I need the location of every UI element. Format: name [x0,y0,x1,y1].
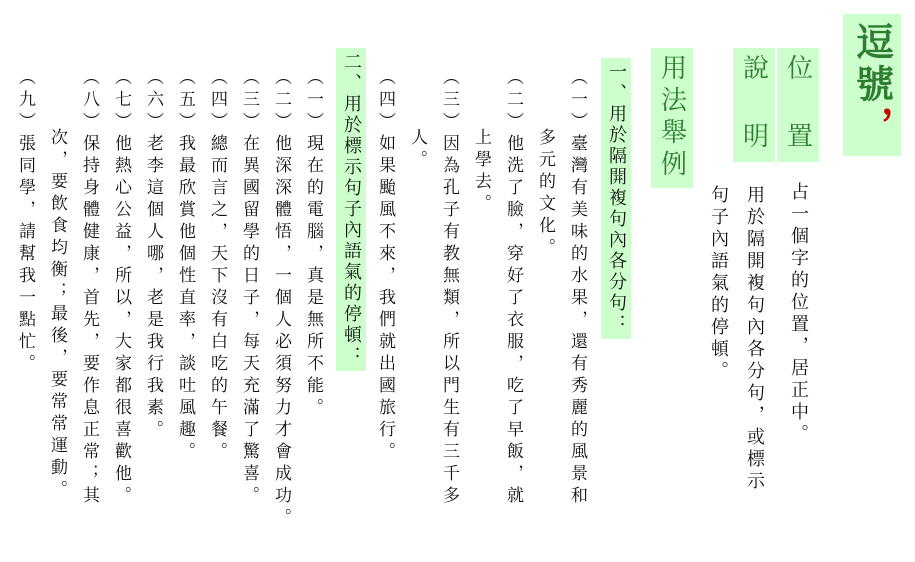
description-line-2: 句子內語氣的停頓。 [708,185,729,383]
position-text: 占一個字的位置，居正中。 [788,182,809,446]
section1-heading [601,58,631,339]
section2-item4: （四）總而言之，天下沒有白吃的午餐。 [207,68,227,464]
page-title [843,14,901,156]
section1-item2-line2: 上學去。 [471,128,491,216]
examples-header [651,48,693,188]
section2-item6: （六）老李這個人哪，老是我行我素。 [143,68,163,442]
examples-header-label: 用法舉例 [656,54,687,182]
section2-item8-line1: （八）保持身體健康，首先，要作息正常；其 [79,68,99,508]
title-comma: ， [849,106,895,148]
section2-item7: （七）他熱心公益，所以，大家都很喜歡他。 [111,68,131,508]
section1-item1-line2: 多元的文化。 [535,128,555,260]
section2-item3: （三）在異國留學的日子，每天充滿了驚喜。 [239,68,259,508]
section1-item4: （四）如果颱風不來，我們就出國旅行。 [375,68,395,464]
section1-item3-line2: 人。 [407,128,427,172]
section1-item1-line1: （一）臺灣有美味的水果，還有秀麗的風景和 [567,68,587,508]
description-header [733,48,775,162]
section2-item9: （九）張同學，請幫我一點忙。 [15,68,35,376]
section1-item2-line1: （二）他洗了臉，穿好了衣服，吃了早飯，就 [503,68,523,508]
section2-item2: （二）他深深體悟，一個人必須努力才會成功。 [271,68,291,530]
section2-heading [336,48,366,371]
title-text: 逗號 [849,22,895,106]
position-header [777,48,819,162]
section2-heading-text: 二、用於標示句子內語氣的停頓： [341,52,362,367]
section2-item5: （五）我最欣賞他個性直率，談吐風趣。 [175,68,195,464]
section2-item8-line2: 次，要飲食均衡；最後，要常常運動。 [47,128,67,502]
section2-item1: （一）現在的電腦，真是無所不能。 [303,68,323,420]
description-header-label: 說 明 [738,54,769,156]
position-header-label: 位 置 [782,54,813,156]
description-line-1: 用於隔開複句內各分句，或標示 [744,185,765,493]
section1-item3-line1: （三）因為孔子有教無類，所以門生有三千多 [439,68,459,508]
section1-heading-text: 一、用於隔開複句內各分句： [606,62,627,335]
